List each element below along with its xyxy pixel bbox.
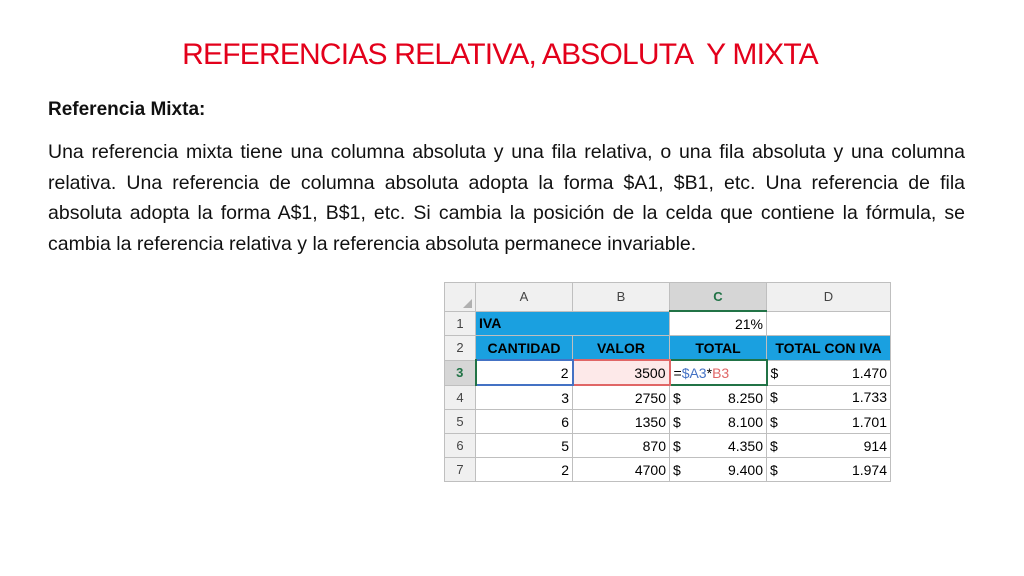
cell-cantidad[interactable]: 2 xyxy=(476,360,573,385)
currency-symbol: $ xyxy=(673,389,681,406)
cell-total[interactable] xyxy=(670,410,767,434)
column-header-b[interactable]: B xyxy=(573,283,670,312)
cell-value: 8.250 xyxy=(727,389,763,406)
cell-total[interactable] xyxy=(670,458,767,482)
table-row xyxy=(445,458,891,482)
table-row xyxy=(445,434,891,458)
cell-total-con-iva[interactable] xyxy=(767,385,891,410)
row-header-3[interactable]: 3 xyxy=(445,360,476,385)
formula-operator: * xyxy=(706,364,713,381)
cell-value: 1.733 xyxy=(851,389,887,406)
cell-value: 4.350 xyxy=(727,437,763,454)
table-row xyxy=(445,360,891,385)
cell-iva-label[interactable]: IVA xyxy=(476,311,670,336)
row-header-2[interactable]: 2 xyxy=(445,336,476,361)
cell-total[interactable] xyxy=(670,385,767,410)
cell-iva-rate[interactable]: 21% xyxy=(670,311,767,336)
currency-symbol: $ xyxy=(770,389,778,406)
formula-equals: = xyxy=(673,364,682,381)
table-row xyxy=(445,336,891,361)
cell-total[interactable] xyxy=(670,434,767,458)
currency-symbol: $ xyxy=(770,461,778,478)
slide-title: REFERENCIAS RELATIVA, ABSOLUTA Y MIXTA xyxy=(182,38,818,71)
currency-symbol: $ xyxy=(673,437,681,454)
column-header-d[interactable]: D xyxy=(767,283,891,312)
cell-total-con-iva[interactable] xyxy=(767,458,891,482)
cell-cantidad[interactable]: 2 xyxy=(476,458,573,482)
column-header-a[interactable]: A xyxy=(476,283,573,312)
cell-valor[interactable]: 2750 xyxy=(573,385,670,410)
column-header-row xyxy=(445,283,891,312)
currency-symbol: $ xyxy=(673,461,681,478)
body-paragraph: Una referencia mixta tiene una columna absoluta y una fila relativa, o una fila absoluta y una columna relativa. Una referencia de columna absoluta adopta la forma $A1, $B1, etc. Una referencia de fila absoluta adopta la forma A$1, B$1, etc. Si cambia la posición de la celda que contiene la fórmula, se cambia la referencia relativa y la referencia absoluta permanece invariable. xyxy=(48,141,965,255)
cell-cantidad[interactable]: 5 xyxy=(476,434,573,458)
row-header-7[interactable]: 7 xyxy=(445,458,476,482)
cell-total-con-iva[interactable] xyxy=(767,360,891,385)
currency-symbol: $ xyxy=(770,413,778,430)
currency-symbol: $ xyxy=(673,413,681,430)
formula-ref-b: B3 xyxy=(712,364,730,381)
cell-valor[interactable]: 4700 xyxy=(573,458,670,482)
row-header-6[interactable]: 6 xyxy=(445,434,476,458)
cell-total-con-iva[interactable] xyxy=(767,434,891,458)
cell-cantidad[interactable]: 3 xyxy=(476,385,573,410)
select-all-corner[interactable] xyxy=(445,283,476,312)
currency-symbol: $ xyxy=(770,437,778,454)
row-header-5[interactable]: 5 xyxy=(445,410,476,434)
table-row xyxy=(445,410,891,434)
cell-value: 1.701 xyxy=(851,413,887,430)
cell-value: 1.974 xyxy=(851,461,887,478)
header-total[interactable]: TOTAL xyxy=(670,336,767,361)
cell-value: 9.400 xyxy=(727,461,763,478)
cell-value: 914 xyxy=(863,437,887,454)
header-cantidad[interactable]: CANTIDAD xyxy=(476,336,573,361)
cell-value: 1.470 xyxy=(851,364,887,381)
row-header-1[interactable]: 1 xyxy=(445,311,476,336)
section-subtitle: Referencia Mixta: xyxy=(48,99,206,120)
formula-ref-a: $A3 xyxy=(681,364,707,381)
table-row xyxy=(445,311,891,336)
cell-valor[interactable]: 870 xyxy=(573,434,670,458)
spreadsheet-screenshot xyxy=(444,282,890,488)
currency-symbol: $ xyxy=(770,364,779,381)
header-total-con-iva[interactable]: TOTAL CON IVA xyxy=(767,336,891,361)
row-header-4[interactable]: 4 xyxy=(445,385,476,410)
cell-valor[interactable]: 1350 xyxy=(573,410,670,434)
column-header-c[interactable]: C xyxy=(670,283,767,312)
cell-valor[interactable]: 3500 xyxy=(573,360,670,385)
cell-cantidad[interactable]: 6 xyxy=(476,410,573,434)
cell-value: 8.100 xyxy=(727,413,763,430)
cell-d1[interactable] xyxy=(767,311,891,336)
cell-total-con-iva[interactable] xyxy=(767,410,891,434)
formula-cell[interactable] xyxy=(670,360,767,385)
table-row xyxy=(445,385,891,410)
header-valor[interactable]: VALOR xyxy=(573,336,670,361)
